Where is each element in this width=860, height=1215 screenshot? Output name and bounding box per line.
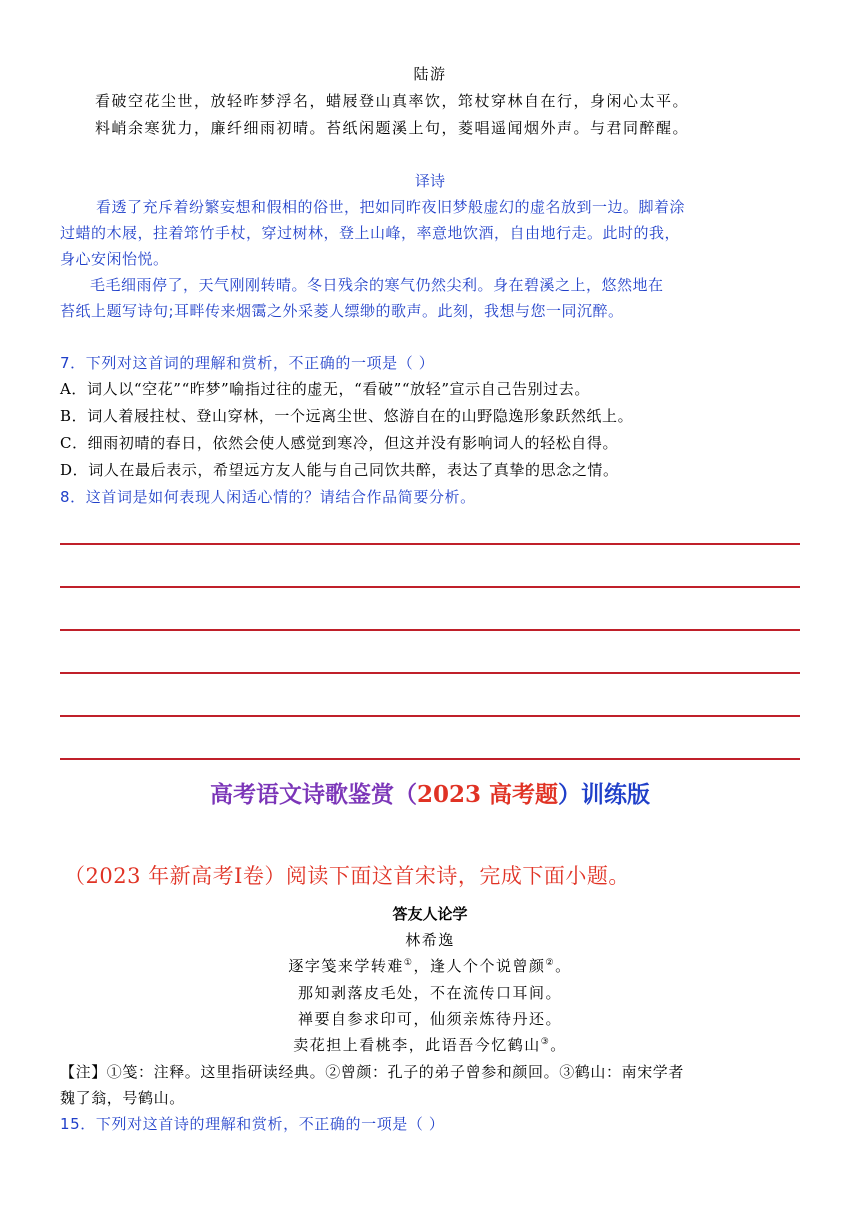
q15-stem: 15．下列对这首诗的理解和赏析，不正确的一项是（ ） xyxy=(60,1115,445,1133)
answer-line[interactable] xyxy=(60,672,800,674)
exam-heading: （2023 年新高考Ⅰ卷）阅读下面这首宋诗，完成下面小题。 xyxy=(64,864,630,888)
note-line-1: 【注】①笺：注释。这里指研读经典。②曾颜：孔子的弟子曾参和颜回。③鹤山：南宋学者 xyxy=(60,1063,685,1081)
poem2-line-3: 禅要自参求印可，仙须亲炼待丹还。 xyxy=(297,1010,562,1028)
poem1-line-1: 看破空花尘世，放轻昨梦浮名，蜡屐登山真率饮，筇杖穿林自在行，身闲心太平。 xyxy=(95,92,690,110)
poem2-line-4-text-b: 。 xyxy=(550,1036,567,1054)
section-title-part2: 2023 高考题 xyxy=(416,781,559,808)
footnote-marker-1: ① xyxy=(403,958,414,968)
translation-p1-line3: 身心安闲怡悦。 xyxy=(60,250,169,268)
translation-p1-line1: 看透了充斥着纷繁妄想和假相的俗世，把如同昨夜旧梦般虚幻的虚名放到一边。脚着涂 xyxy=(96,198,686,216)
poem1-author: 陆游 xyxy=(413,65,447,83)
q7-stem: 7．下列对这首词的理解和赏析，不正确的一项是（ ） xyxy=(60,354,435,372)
poem2-line-1 xyxy=(0,955,860,976)
translation-p2-line2: 苔纸上题写诗句;耳畔传来烟霭之外采菱人缥缈的歌声。此刻，我想与您一同沉醉。 xyxy=(60,302,624,320)
section-title-part3: ）训练版 xyxy=(558,781,651,808)
poem2-line-4-text-a: 卖花担上看桃李，此语吾今忆鹤山 xyxy=(293,1036,541,1054)
q7-option-b: B．词人着屐拄杖、登山穿林，一个远离尘世、悠游自在的山野隐逸形象跃然纸上。 xyxy=(60,407,634,425)
poem2-line-1-text-a: 逐字笺来学转难 xyxy=(288,957,404,975)
translation-heading: 译诗 xyxy=(414,172,445,190)
poem2-title: 答友人论学 xyxy=(392,905,468,923)
answer-line[interactable] xyxy=(60,758,800,760)
translation-p1-line2: 过蜡的木屐，拄着筇竹手杖，穿过树林，登上山峰，率意地饮酒，自由地行走。此时的我， xyxy=(60,224,681,242)
section-title xyxy=(0,776,860,809)
poem2-line-1-text-c: 。 xyxy=(555,957,572,975)
poem2-line-2: 那知剥落皮毛处，不在流传口耳间。 xyxy=(297,984,562,1002)
translation-p2-line1: 毛毛细雨停了，天气刚刚转晴。冬日残余的寒气仍然尖利。身在碧溪之上，悠然地在 xyxy=(90,276,664,294)
poem2-line-4 xyxy=(0,1034,860,1055)
answer-line[interactable] xyxy=(60,586,800,588)
note-line-2: 魏了翁，号鹤山。 xyxy=(60,1089,185,1107)
answer-line[interactable] xyxy=(60,629,800,631)
q8-stem: 8．这首词是如何表现人闲适心情的？请结合作品简要分析。 xyxy=(60,488,476,506)
poem2-line-1-text-b: ，逢人个个说曾颜 xyxy=(413,957,546,975)
section-title-part1: 高考语文诗歌鉴赏（ xyxy=(209,781,417,808)
poem1-line-2: 料峭余寒犹力，廉纤细雨初晴。苔纸闲题溪上句，菱唱遥闻烟外声。与君同醉醒。 xyxy=(95,119,690,137)
q7-option-d: D．词人在最后表示，希望远方友人能与自己同饮共醉，表达了真挚的思念之情。 xyxy=(60,461,619,479)
answer-line[interactable] xyxy=(60,715,800,717)
poem2-author: 林希逸 xyxy=(405,931,455,949)
q7-option-a: A．词人以“空花”“昨梦”喻指过往的虚无，“看破”“放轻”宣示自己告别过去。 xyxy=(60,380,590,398)
footnote-marker-3: ③ xyxy=(540,1037,551,1047)
q7-option-c: C．细雨初晴的春日，依然会使人感觉到寒冷，但这并没有影响词人的轻松自得。 xyxy=(60,434,619,452)
answer-line[interactable] xyxy=(60,543,800,545)
footnote-marker-2: ② xyxy=(545,958,556,968)
